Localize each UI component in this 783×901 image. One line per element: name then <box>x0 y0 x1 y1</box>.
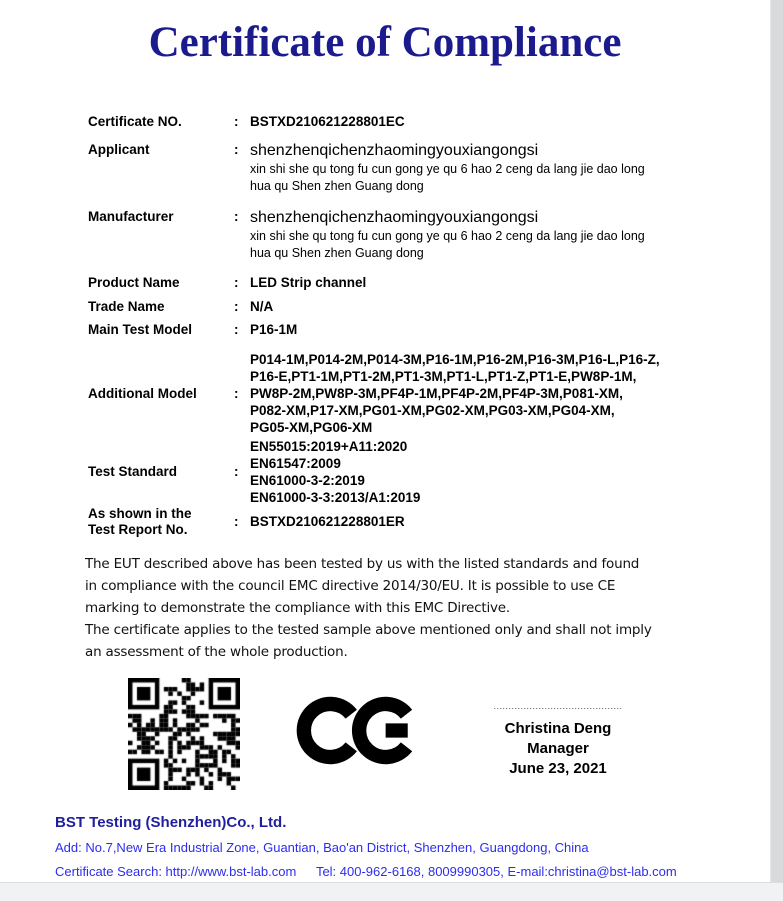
product-name-value: LED Strip channel <box>250 275 367 290</box>
applicant-address-line1: xin shi she qu tong fu cun gong ye qu 6 hao 2 ceng da lang jie dao long <box>250 162 645 176</box>
trade-name-value: N/A <box>250 299 274 314</box>
statement-line: in compliance with the council EMC directive 2014/30/EU. It is possible to use CE <box>85 578 616 594</box>
signer-title: Manager <box>527 740 589 757</box>
field-row-main-test-model <box>88 321 688 339</box>
certificate-title: Certificate of Compliance <box>148 19 622 66</box>
field-row-additional-model <box>88 351 688 436</box>
statement-line: an assessment of the whole production. <box>85 644 348 660</box>
additional-model-line: P082-XM,P17-XM,PG01-XM,PG02-XM,PG03-XM,PG04-XM, <box>250 403 615 418</box>
signature-block <box>468 701 648 779</box>
qr-code-icon <box>128 678 240 790</box>
colon-separator: : <box>234 142 239 157</box>
issuer-tel-email: Tel: 400-962-6168, 8009990305, E-mail:christina@bst-lab.com <box>315 864 677 879</box>
field-row-product-name <box>88 274 688 292</box>
colon-separator: : <box>234 114 239 129</box>
additional-model-line: P014-1M,P014-2M,P014-3M,P16-1M,P16-2M,P16-3M,P16-L,P16-Z, <box>250 352 660 367</box>
applicant-company: shenzhenqichenzhaomingyouxiangongsi <box>250 142 539 159</box>
statement-line: marking to demonstrate the compliance with this EMC Directive. <box>85 600 510 616</box>
colon-separator: : <box>234 464 239 479</box>
field-row-test-standard <box>88 438 688 506</box>
field-row-certificate-no <box>88 113 688 131</box>
colon-separator: : <box>234 322 239 337</box>
issuer-company-name: BST Testing (Shenzhen)Co., Ltd. <box>55 814 287 831</box>
additional-model-line: PG05-XM,PG06-XM <box>250 420 373 435</box>
colon-separator: : <box>234 385 239 401</box>
field-row-trade-name <box>88 298 688 316</box>
test-standard-line: EN55015:2019+A11:2020 <box>250 439 408 454</box>
colon-separator: : <box>234 299 239 314</box>
test-standard-line: EN61000-3-2:2019 <box>250 473 365 488</box>
signature-line: ........................................... <box>493 701 623 711</box>
signature-date: June 23, 2021 <box>509 760 607 777</box>
manufacturer-company: shenzhenqichenzhaomingyouxiangongsi <box>250 209 539 226</box>
compliance-statement <box>85 553 685 663</box>
field-label: Additional Model <box>88 385 197 401</box>
main-test-model-value: P16-1M <box>250 322 298 337</box>
field-row-manufacturer <box>88 208 688 262</box>
test-standard-line: EN61547:2009 <box>250 456 341 471</box>
issuer-contact-line <box>55 864 755 880</box>
statement-line: The EUT described above has been tested by us with the listed standards and found <box>85 556 640 572</box>
field-label: Manufacturer <box>88 209 174 224</box>
certificate-search-url: Certificate Search: http://www.bst-lab.com <box>55 864 297 879</box>
field-label-line2: Test Report No. <box>88 522 188 537</box>
field-row-test-report-no <box>88 506 688 538</box>
field-label: Certificate NO. <box>88 114 182 129</box>
test-standard-line: EN61000-3-3:2013/A1:2019 <box>250 490 421 505</box>
colon-separator: : <box>234 275 239 290</box>
certificate-fields <box>88 113 688 538</box>
field-label: Applicant <box>88 142 150 157</box>
test-report-no-value: BSTXD210621228801ER <box>250 514 405 529</box>
colon-separator: : <box>234 514 239 529</box>
ce-mark-icon <box>295 694 421 767</box>
viewport-bottom-gutter <box>0 882 783 901</box>
field-label: Main Test Model <box>88 322 193 337</box>
field-label-line1: As shown in the <box>88 506 192 521</box>
certificate-no-value: BSTXD210621228801EC <box>250 114 405 129</box>
field-label: Test Standard <box>88 464 178 479</box>
manufacturer-address-line2: hua qu Shen zhen Guang dong <box>250 246 424 260</box>
colon-separator: : <box>234 209 239 224</box>
field-row-applicant <box>88 141 688 195</box>
applicant-address-line2: hua qu Shen zhen Guang dong <box>250 179 424 193</box>
issuer-address: Add: No.7,New Era Industrial Zone, Guantian, Bao'an District, Shenzhen, Guangdong, China <box>55 840 589 855</box>
signer-name: Christina Deng <box>504 720 612 737</box>
additional-model-line: PW8P-2M,PW8P-3M,PF4P-1M,PF4P-2M,PF4P-3M,P081-XM, <box>250 386 623 401</box>
field-label: Product Name <box>88 275 180 290</box>
field-label <box>88 506 234 538</box>
statement-line: The certificate applies to the tested sample above mentioned only and shall not imply <box>85 622 652 638</box>
issuer-footer <box>55 814 755 880</box>
field-label: Trade Name <box>88 299 165 314</box>
manufacturer-address-line1: xin shi she qu tong fu cun gong ye qu 6 hao 2 ceng da lang jie dao long <box>250 229 645 243</box>
additional-model-line: P16-E,PT1-1M,PT1-2M,PT1-3M,PT1-L,PT1-Z,PT1-E,PW8P-1M, <box>250 369 637 384</box>
